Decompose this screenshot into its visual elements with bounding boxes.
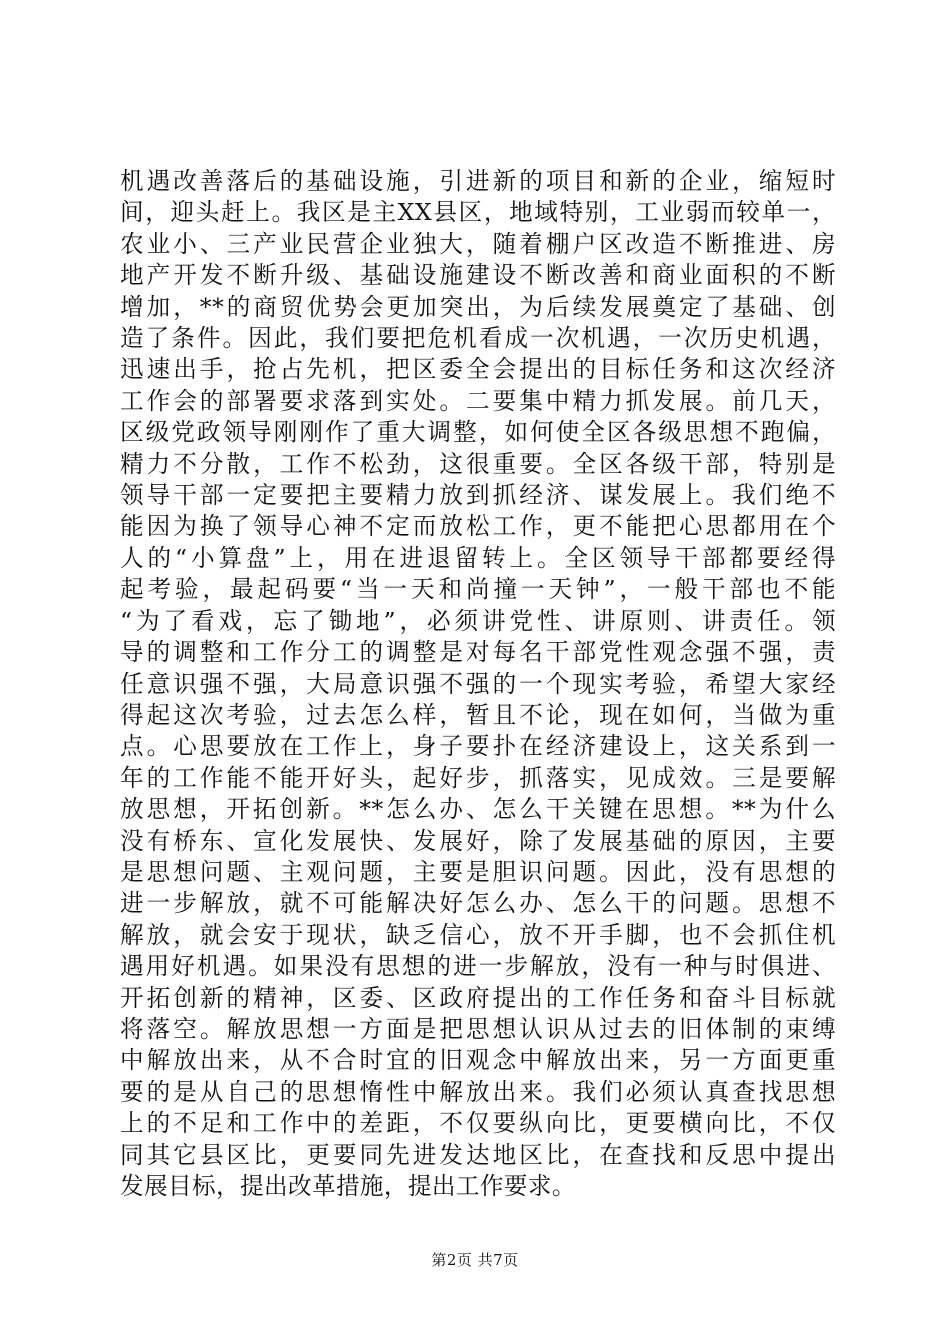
text-line: 发展目标，提出改革措施，提出工作要求。 — [120, 1172, 576, 1200]
text-line: 中解放出来，从不合时宜的旧观念中解放出来，另一方面更重 — [120, 1046, 836, 1075]
text-line: 领导干部一定要把主要精力放到抓经济、谋发展上。我们绝不 — [120, 481, 836, 510]
text-line: 间，迎头赶上。我区是主XX县区，地域特别，工业弱而较单一， — [120, 198, 836, 227]
text-line: 得起这次考验，过去怎么样，暂且不论，现在如何，当做为重 — [120, 700, 836, 729]
body-paragraph — [120, 166, 836, 1202]
text-line: 农业小、三产业民营企业独大，随着棚户区改造不断推进、房 — [120, 229, 836, 258]
text-line: 年的工作能不能开好头，起好步，抓落实，见成效。三是要解 — [120, 763, 836, 792]
text-line: 人的“小算盘”上，用在进退留转上。全区领导干部都要经得 — [120, 543, 836, 572]
page-number-footer: 第2页 共7页 — [431, 1251, 519, 1269]
text-line: 任意识强不强，大局意识强不强的一个现实考验，希望大家经 — [120, 669, 836, 698]
text-line: 没有桥东、宣化发展快、发展好，除了发展基础的原因，主要 — [120, 826, 836, 855]
text-line: 造了条件。因此，我们要把危机看成一次机遇，一次历史机遇， — [120, 324, 836, 353]
text-line: 地产开发不断升级、基础设施建设不断改善和商业面积的不断 — [120, 261, 836, 290]
text-line: 放思想，开拓创新。**怎么办、怎么干关键在思想。**为什么 — [120, 795, 836, 824]
text-line: 起考验，最起码要“当一天和尚撞一天钟”，一般干部也不能 — [120, 575, 836, 604]
text-line: 工作会的部署要求落到实处。二要集中精力抓发展。前几天， — [120, 386, 836, 415]
text-line: 遇用好机遇。如果没有思想的进一步解放，没有一种与时俱进、 — [120, 952, 836, 981]
text-line: “为了看戏，忘了锄地”，必须讲党性、讲原则、讲责任。领 — [120, 606, 836, 635]
text-line: 同其它县区比，更要同先进发达地区比，在查找和反思中提出 — [120, 1140, 836, 1169]
text-line: 迅速出手，抢占先机，把区委全会提出的目标任务和这次经济 — [120, 355, 836, 384]
text-line: 导的调整和工作分工的调整是对每名干部党性观念强不强，责 — [120, 638, 836, 667]
text-line: 点。心思要放在工作上，身子要扑在经济建设上，这关系到一 — [120, 732, 836, 761]
text-line: 区级党政领导刚刚作了重大调整，如何使全区各级思想不跑偏， — [120, 418, 836, 447]
text-line: 开拓创新的精神，区委、区政府提出的工作任务和奋斗目标就 — [120, 983, 836, 1012]
text-line: 是思想问题、主观问题，主要是胆识问题。因此，没有思想的 — [120, 857, 836, 886]
text-line: 增加，**的商贸优势会更加突出，为后续发展奠定了基础、创 — [120, 292, 836, 321]
text-line: 要的是从自己的思想惰性中解放出来。我们必须认真查找思想 — [120, 1077, 836, 1106]
text-line: 能因为换了领导心神不定而放松工作，更不能把心思都用在个 — [120, 512, 836, 541]
text-line: 解放，就会安于现状，缺乏信心，放不开手脚，也不会抓住机 — [120, 920, 836, 949]
text-line: 上的不足和工作中的差距，不仅要纵向比，更要横向比，不仅 — [120, 1109, 836, 1138]
text-line: 机遇改善落后的基础设施，引进新的项目和新的企业，缩短时 — [120, 167, 836, 195]
text-line: 将落空。解放思想一方面是把思想认识从过去的旧体制的束缚 — [120, 1014, 836, 1043]
text-line: 进一步解放，就不可能解决好怎么办、怎么干的问题。思想不 — [120, 889, 836, 918]
text-line: 精力不分散，工作不松劲，这很重要。全区各级干部，特别是 — [120, 449, 836, 478]
